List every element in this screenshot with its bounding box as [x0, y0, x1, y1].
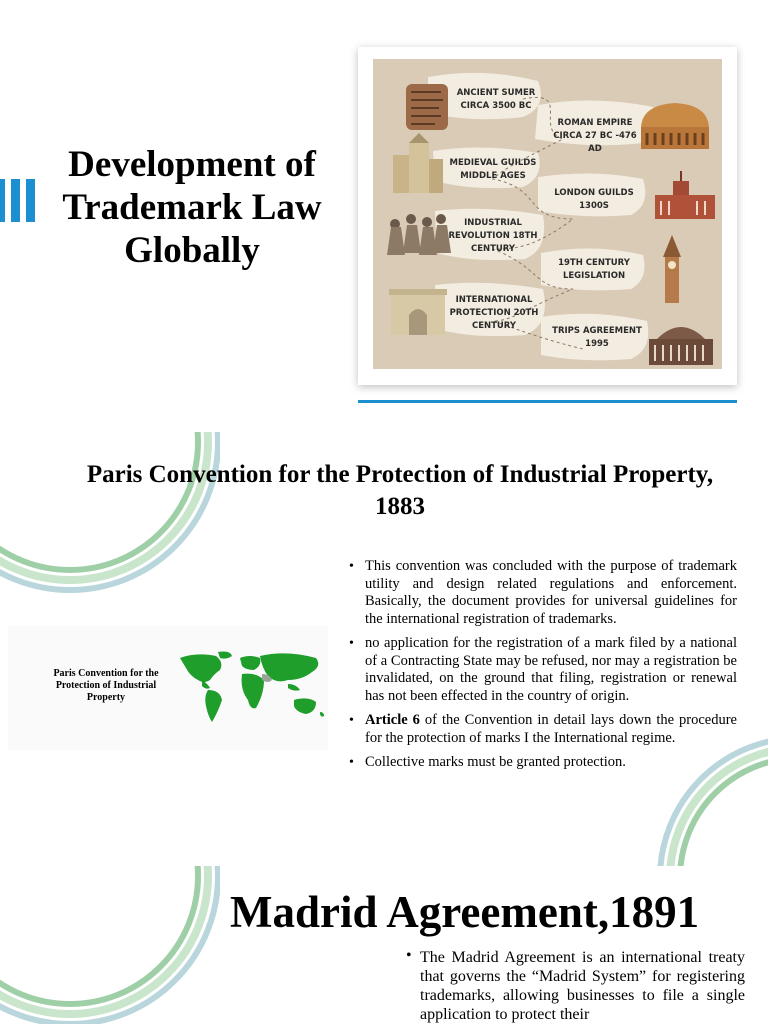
timeline-background: [373, 59, 722, 369]
convention-bullet-list: [345, 558, 737, 779]
slide-title: Paris Convention for the Protection of Industrial Property, 1883: [86, 461, 714, 520]
decorative-arc-top-left: [0, 866, 220, 1024]
bullet-item: • This convention was concluded with the purpose of trademark utility and design related regulations and enforcement. Basically, the document provides for universal guidelines for the international registration of trademarks.: [345, 558, 737, 628]
guild-building-icon: [655, 171, 715, 219]
arc-de-triomphe-icon: [389, 289, 447, 335]
castle-icon: [393, 133, 443, 193]
timeline-label-ancient-sumer: ANCIENT SUMER CIRCA 3500 BC: [456, 88, 536, 111]
cuneiform-tablet-icon: [406, 84, 448, 130]
bullet-item: • The Madrid Agreement is an international treaty that governs the “Madrid System” for registering trademarks, allowing businesses to file a single application to protect their: [402, 948, 745, 1024]
map-caption: Paris Convention for the Protection of Industrial Property: [53, 668, 159, 703]
timeline-label-19th-century: 19TH CENTURY LEGISLATION: [558, 258, 630, 281]
timeline-label-trips-agreement: TRIPS AGREEMENT 1995: [552, 326, 642, 349]
bullet-item: • Article 6 of the Convention in detail lays down the procedure for the protection of marks I the International regime.: [345, 712, 737, 747]
madrid-bullet-list: [402, 948, 745, 1024]
world-map-figure: [8, 626, 328, 750]
world-map-icon: [176, 650, 328, 726]
timeline-infographic: [358, 47, 737, 385]
people-group-icon: [387, 214, 451, 255]
slide-title: Development of Trademark Law Globally: [62, 144, 322, 271]
slide-title: Madrid Agreement,1891: [230, 887, 700, 937]
accent-underline: [358, 400, 737, 403]
slide-paris-convention: [0, 432, 768, 866]
big-ben-icon: [663, 235, 681, 303]
colosseum-icon: [641, 103, 709, 149]
bullet-item: • Collective marks must be granted protection.: [345, 754, 737, 772]
accent-bars: [0, 179, 35, 222]
timeline-label-industrial-revolution: INDUSTRIAL REVOLUTION 18TH CENTURY: [448, 218, 538, 254]
timeline-label-london-guilds: LONDON GUILDS 1300S: [554, 188, 634, 211]
slide-madrid-agreement: [0, 866, 768, 1024]
bullet-item: • no application for the registration of a mark filed by a national of a Contracting State may be refused, nor may a registration be invalidated, on the ground that filing, registration or renewal has not been effected in the country of origin.: [345, 635, 737, 705]
timeline-artwork: [373, 59, 722, 369]
timeline-label-international-protection: INTERNATIONAL PROTECTION 20TH CENTURY: [449, 295, 539, 331]
slide-development-of-trademark-law: [0, 0, 768, 432]
opera-house-icon: [649, 327, 713, 365]
timeline-label-medieval-guilds: MEDIEVAL GUILDS MIDDLE AGES: [449, 158, 537, 181]
timeline-label-roman-empire: ROMAN EMPIRE CIRCA 27 BC -476 AD: [553, 118, 637, 154]
